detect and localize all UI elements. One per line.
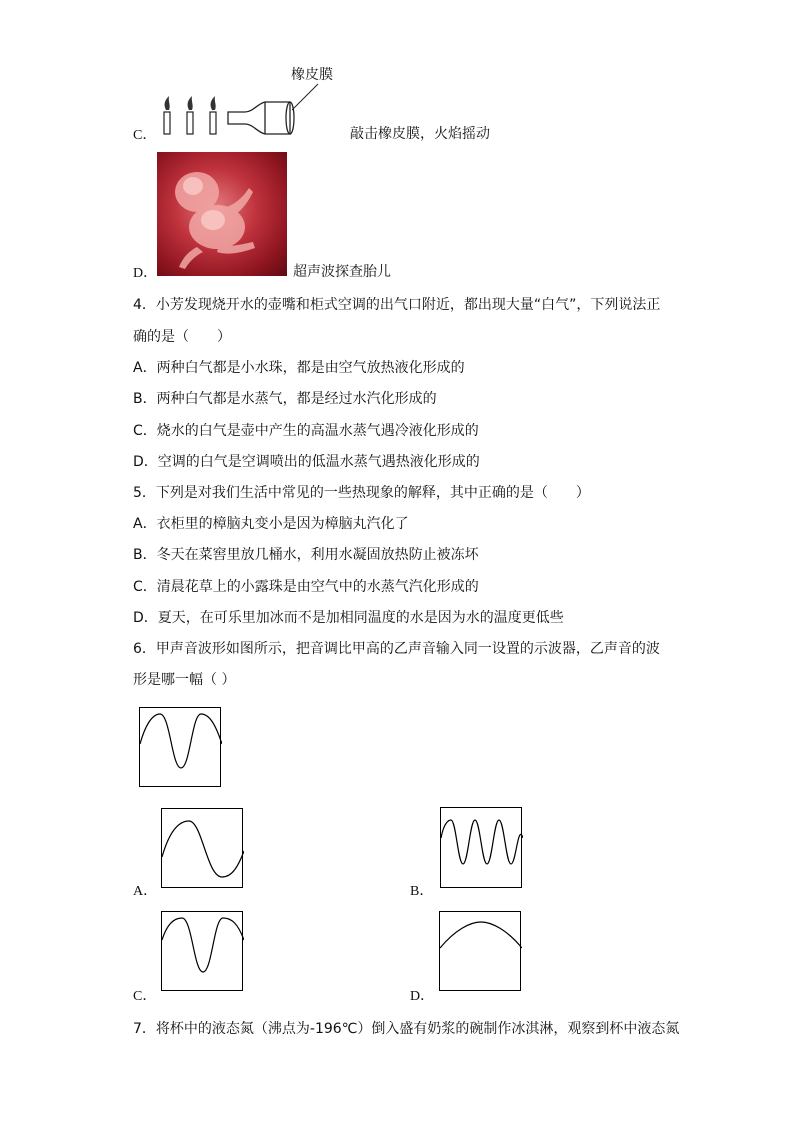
q5-option-b: B．冬天在菜窖里放几桶水，利用水凝固放热防止被冻坏	[133, 547, 479, 563]
q6-option-a-label: A．	[133, 884, 158, 899]
q6-stem-line1: 6．甲声音波形如图所示，把音调比甲高的乙声音输入同一设置的示波器，乙声音的波	[133, 641, 660, 657]
fetus-ultrasound-photo	[157, 152, 287, 276]
q3-option-c-caption: 敲击橡皮膜，火焰摇动	[350, 126, 490, 142]
q4-stem-line2: 确的是（ ）	[133, 329, 231, 345]
q6-option-d-label: D．	[410, 989, 435, 1004]
q6-option-b-waveform	[440, 807, 522, 888]
membrane-label: 橡皮膜	[291, 67, 333, 83]
q4-option-b: B．两种白气都是水蒸气，都是经过水汽化形成的	[133, 391, 437, 407]
q5-stem: 5．下列是对我们生活中常见的一些热现象的解释，其中正确的是（ ）	[133, 485, 590, 501]
q4-stem-line1: 4．小芳发现烧开水的壶嘴和柜式空调的出气口附近，都出现大量“白气”，下列说法正	[133, 297, 661, 313]
q3-option-d-caption: 超声波探查胎儿	[293, 264, 391, 280]
q4-option-a: A．两种白气都是小水珠，都是由空气放热液化形成的	[133, 360, 465, 376]
q5-option-a: A．衣柜里的樟脑丸变小是因为樟脑丸汽化了	[133, 516, 409, 532]
q6-stem-line2: 形是哪一幅（ ）	[133, 672, 236, 688]
q5-option-d: D．夏天，在可乐里加冰而不是加相同温度的水是因为水的温度更低些	[133, 610, 564, 626]
q4-option-d: D．空调的白气是空调喷出的低温水蒸气遇热液化形成的	[133, 454, 480, 470]
q3-option-d-letter: D．	[133, 266, 158, 281]
q6-option-b-label: B．	[410, 884, 434, 899]
reference-waveform	[139, 707, 221, 787]
q5-option-c: C．清晨花草上的小露珠是由空气中的水蒸气汽化形成的	[133, 579, 479, 595]
q6-option-c-label: C．	[133, 989, 157, 1004]
q6-option-d-waveform	[439, 911, 521, 991]
q6-option-a-waveform	[161, 808, 243, 888]
q3-option-c-letter: C．	[133, 128, 157, 143]
q6-option-c-waveform	[161, 911, 243, 991]
q4-option-c: C．烧水的白气是壶中产生的高温水蒸气遇冷液化形成的	[133, 423, 479, 439]
q7-stem-line1: 7．将杯中的液态氮（沸点为-196℃）倒入盛有奶浆的碗制作冰淇淋，观察到杯中液态氮	[133, 1021, 680, 1037]
